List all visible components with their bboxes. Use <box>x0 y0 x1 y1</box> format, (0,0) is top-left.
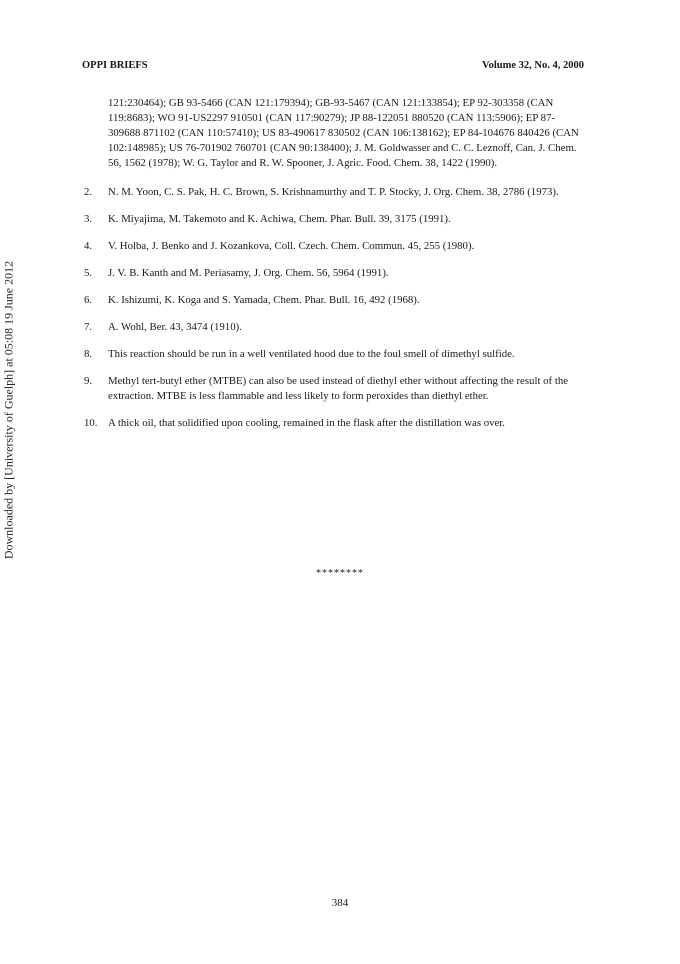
running-head-title: OPPI BRIEFS <box>82 60 148 71</box>
reference-text: A thick oil, that solidified upon cooling, remained in the flask after the distillation was over. <box>108 417 506 429</box>
reference-text: 121:230464); GB 93-5466 (CAN 121:179394); GB-93-5467 (CAN 121:133854); EP 92-303358 (CAN 119:8683); WO 91-US2297 910501 (CAN 117:90279); JP 88-122051 880520 (CAN 113:5906); EP 87-309688 871102 (CAN 110:57410); US 83-490617 830502 (CAN 106:138162); EP 84-104676 840426 (CAN 102:148985); US 76-701902 760701 (CAN 90:138400); J. M. Goldwasser and C. C. Leznoff, Can. J. Chem. 56, 1562 (1978); W. G. Taylor and R. W. Spooner, J. Agric. Food. Chem. 38, 1422 (1990). <box>108 97 579 169</box>
section-separator: ******** <box>316 568 364 579</box>
reference-item <box>82 96 582 171</box>
reference-item <box>82 293 582 308</box>
reference-item <box>82 212 582 227</box>
reference-text: A. Wohl, Ber. 43, 3474 (1910). <box>108 321 242 333</box>
reference-item <box>82 347 582 362</box>
reference-text: J. V. B. Kanth and M. Periasamy, J. Org. Chem. 56, 5964 (1991). <box>108 267 389 279</box>
reference-item <box>82 374 582 404</box>
reference-text: K. Ishizumi, K. Koga and S. Yamada, Chem. Phar. Bull. 16, 492 (1968). <box>108 294 420 306</box>
reference-text: This reaction should be run in a well ventilated hood due to the foul smell of dimethyl sulfide. <box>108 348 515 360</box>
reference-item <box>82 416 582 431</box>
reference-item <box>82 266 582 281</box>
reference-number: 4. <box>84 240 93 252</box>
download-watermark <box>2 190 16 630</box>
reference-item <box>82 185 582 200</box>
reference-number: 7. <box>84 321 93 333</box>
reference-item <box>82 320 582 335</box>
reference-number: 3. <box>84 213 93 225</box>
running-head-volume: Volume 32, No. 4, 2000 <box>482 60 584 71</box>
reference-text: K. Miyajima, M. Takemoto and K. Achiwa, Chem. Phar. Bull. 39, 3175 (1991). <box>108 213 451 225</box>
reference-item <box>82 239 582 254</box>
reference-text: V. Holba, J. Benko and J. Kozankova, Coll. Czech. Chem. Commun. 45, 255 (1980). <box>108 240 475 252</box>
reference-text: N. M. Yoon, C. S. Pak, H. C. Brown, S. Krishnamurthy and T. P. Stocky, J. Org. Chem. 38, 2786 (1973). <box>108 186 559 198</box>
reference-number: 5. <box>84 267 93 279</box>
reference-list <box>82 96 582 443</box>
reference-number: 9. <box>84 375 93 387</box>
page-number: 384 <box>331 897 349 909</box>
reference-number: 6. <box>84 294 93 306</box>
reference-number: 8. <box>84 348 93 360</box>
reference-number: 10. <box>84 417 98 429</box>
reference-number: 2. <box>84 186 93 198</box>
reference-text: Methyl tert-butyl ether (MTBE) can also be used instead of diethyl ether without affecting the result of the extraction. MTBE is less flammable and less likely to form peroxides than diethyl ether. <box>108 375 569 402</box>
download-watermark-text: Downloaded by [University of Guelph] at 05:08 19 June 2012 <box>1 260 16 560</box>
